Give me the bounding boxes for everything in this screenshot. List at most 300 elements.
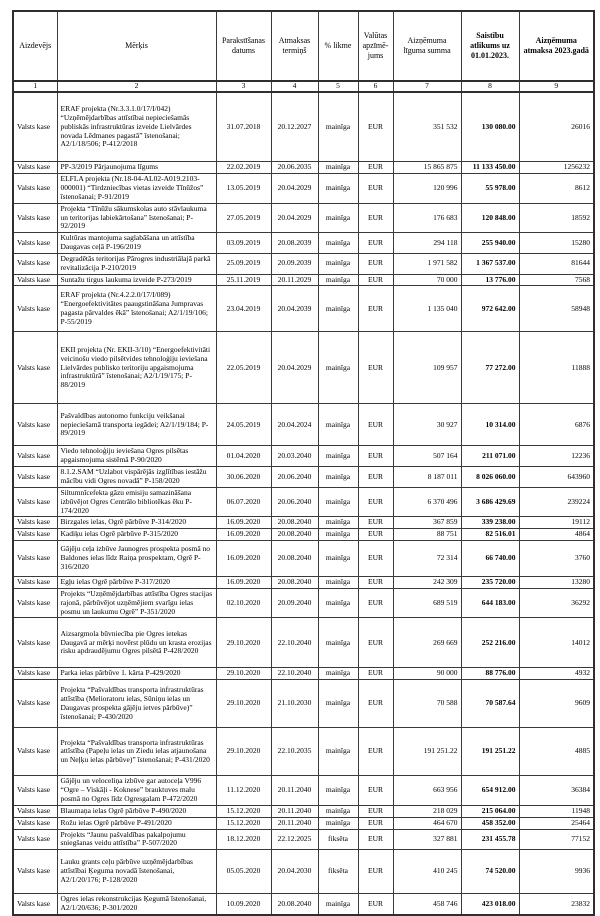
lender-cell: Valsts kase xyxy=(13,668,57,680)
table-row xyxy=(13,817,594,829)
table-row xyxy=(13,274,594,286)
lender-cell: Valsts kase xyxy=(13,174,57,204)
column-number-row xyxy=(13,81,594,92)
rate-cell: fiksēta xyxy=(318,829,358,850)
rate-cell: mainīga xyxy=(318,253,358,274)
repayment-cell: 12236 xyxy=(519,446,594,467)
rate-cell: mainīga xyxy=(318,233,358,254)
rate-cell: mainīga xyxy=(318,274,358,286)
due-date-cell: 20.09.2039 xyxy=(271,253,318,274)
column-number-3: 3 xyxy=(216,81,271,92)
rate-cell: mainīga xyxy=(318,817,358,829)
currency-cell: EUR xyxy=(358,233,393,254)
table-row xyxy=(13,829,594,850)
rate-cell: mainīga xyxy=(318,332,358,404)
repayment-cell: 36292 xyxy=(519,588,594,618)
column-header-7: Aizņēmuma līguma summa xyxy=(393,11,461,81)
rate-cell: mainīga xyxy=(318,805,358,817)
balance-cell: 55 978.00 xyxy=(461,174,519,204)
purpose-cell: Parka ielas pārbūve 1. kārta P-429/2020 xyxy=(57,668,216,680)
amount-cell: 1 971 582 xyxy=(393,253,461,274)
amount-cell: 88 751 xyxy=(393,529,461,541)
table-row xyxy=(13,529,594,541)
purpose-cell: Kultūras mantojuma saglabāšana un attīstība Daugavas ceļā P-196/2019 xyxy=(57,233,216,254)
table-row xyxy=(13,588,594,618)
balance-cell: 231 455.78 xyxy=(461,829,519,850)
lender-cell: Valsts kase xyxy=(13,618,57,668)
currency-cell: EUR xyxy=(358,577,393,589)
due-date-cell: 20.08.2039 xyxy=(271,233,318,254)
purpose-cell: Projekts “Jaunu pašvaldības pakalpojumu sniegšanas veidu attīstība” P-507/2020 xyxy=(57,829,216,850)
table-row xyxy=(13,446,594,467)
lender-cell: Valsts kase xyxy=(13,162,57,174)
due-date-cell: 20.11.2040 xyxy=(271,776,318,806)
rate-cell: mainīga xyxy=(318,776,358,806)
purpose-cell: Gājēju un veloceliņa izbūve gar autoceļa V996 “Ogre – Viskāļi - Koknese” brauktuves malu posmā no Ogres līdz Ogresgalam P-472/2020 xyxy=(57,776,216,806)
purpose-cell: Degradētās teritorijas Pārogres industriālajā parkā revitalizācija P-210/2019 xyxy=(57,253,216,274)
currency-cell: EUR xyxy=(358,529,393,541)
signing-date-cell: 05.05.2020 xyxy=(216,850,271,894)
balance-cell: 11 133 450.00 xyxy=(461,162,519,174)
signing-date-cell: 15.12.2020 xyxy=(216,817,271,829)
rate-cell: mainīga xyxy=(318,728,358,776)
due-date-cell: 20.03.2040 xyxy=(271,446,318,467)
currency-cell: EUR xyxy=(358,274,393,286)
amount-cell: 1 135 040 xyxy=(393,286,461,332)
balance-cell: 66 740.00 xyxy=(461,541,519,577)
due-date-cell: 20.08.2040 xyxy=(271,541,318,577)
due-date-cell: 20.04.2030 xyxy=(271,850,318,894)
repayment-cell: 36384 xyxy=(519,776,594,806)
rate-cell: fiksēta xyxy=(318,850,358,894)
amount-cell: 464 670 xyxy=(393,817,461,829)
signing-date-cell: 03.09.2019 xyxy=(216,233,271,254)
column-number-5: 5 xyxy=(318,81,358,92)
table-row xyxy=(13,174,594,204)
lender-cell: Valsts kase xyxy=(13,517,57,529)
balance-cell: 644 183.00 xyxy=(461,588,519,618)
due-date-cell: 20.06.2035 xyxy=(271,162,318,174)
purpose-cell: Suntažu tirgus laukuma izveide P-273/2019 xyxy=(57,274,216,286)
table-body xyxy=(13,92,594,915)
amount-cell: 109 957 xyxy=(393,332,461,404)
signing-date-cell: 25.11.2019 xyxy=(216,274,271,286)
lender-cell: Valsts kase xyxy=(13,446,57,467)
rate-cell: mainīga xyxy=(318,577,358,589)
lender-cell: Valsts kase xyxy=(13,817,57,829)
currency-cell: EUR xyxy=(358,850,393,894)
signing-date-cell: 29.10.2020 xyxy=(216,680,271,728)
signing-date-cell: 22.05.2019 xyxy=(216,332,271,404)
rate-cell: mainīga xyxy=(318,162,358,174)
due-date-cell: 20.11.2040 xyxy=(271,805,318,817)
table-header xyxy=(13,11,594,92)
currency-cell: EUR xyxy=(358,517,393,529)
table-row xyxy=(13,850,594,894)
lender-cell: Valsts kase xyxy=(13,805,57,817)
table-row xyxy=(13,332,594,404)
purpose-cell: Siltumnīcefekta gāzu emisiju samazināšana izbūvējot Ogres Centrālo bibliotēkas ēku P-174/2020 xyxy=(57,487,216,517)
currency-cell: EUR xyxy=(358,894,393,915)
signing-date-cell: 29.10.2020 xyxy=(216,618,271,668)
column-number-7: 7 xyxy=(393,81,461,92)
signing-date-cell: 15.12.2020 xyxy=(216,805,271,817)
purpose-cell: Rožu ielas Ogrē pārbūve P-491/2020 xyxy=(57,817,216,829)
repayment-cell: 11888 xyxy=(519,332,594,404)
currency-cell: EUR xyxy=(358,817,393,829)
currency-cell: EUR xyxy=(358,805,393,817)
purpose-cell: Blaumaņa ielas Ogrē pārbūve P-490/2020 xyxy=(57,805,216,817)
repayment-cell: 13280 xyxy=(519,577,594,589)
column-header-9: Aizņēmuma atmaksa 2023.gadā xyxy=(519,11,594,81)
table-row xyxy=(13,487,594,517)
purpose-cell: ERAF projekta (Nr.3.3.1.0/17/I/042) “Uzņēmējdarbības attīstībai nepieciešamās publiskās infrastruktūras izveide Lielvārdes novada Lēdmanes pagastā” īstenošanai; A2/1/18/506; P-412/2018 xyxy=(57,92,216,162)
amount-cell: 191 251.22 xyxy=(393,728,461,776)
purpose-cell: Kadiķu ielas Ogrē pārbūve P-315/2020 xyxy=(57,529,216,541)
amount-cell: 70 000 xyxy=(393,274,461,286)
amount-cell: 327 881 xyxy=(393,829,461,850)
signing-date-cell: 16.09.2020 xyxy=(216,541,271,577)
table-row xyxy=(13,233,594,254)
due-date-cell: 20.11.2040 xyxy=(271,817,318,829)
signing-date-cell: 16.09.2020 xyxy=(216,517,271,529)
table-row xyxy=(13,541,594,577)
currency-cell: EUR xyxy=(358,446,393,467)
currency-cell: EUR xyxy=(358,203,393,233)
due-date-cell: 20.04.2029 xyxy=(271,332,318,404)
balance-cell: 654 912.00 xyxy=(461,776,519,806)
table-row xyxy=(13,728,594,776)
signing-date-cell: 02.10.2020 xyxy=(216,588,271,618)
rate-cell: mainīga xyxy=(318,174,358,204)
currency-cell: EUR xyxy=(358,174,393,204)
rate-cell: mainīga xyxy=(318,680,358,728)
signing-date-cell: 13.05.2019 xyxy=(216,174,271,204)
balance-cell: 10 314.00 xyxy=(461,404,519,446)
purpose-cell: Projekts “Uzņēmējdarbības attīstība Ogres stacijas rajonā, pārbūvējot uzņēmējiem svarīgu ielas posmu un laukumu Ogrē” P-351/2020 xyxy=(57,588,216,618)
rate-cell: mainīga xyxy=(318,467,358,488)
balance-cell: 255 940.00 xyxy=(461,233,519,254)
purpose-cell: Lauku grants ceļu pārbūve uzņēmējdarbības attīstībai Ķeguma novadā īstenošanai, A2/1/20/176; P-128/2020 xyxy=(57,850,216,894)
lender-cell: Valsts kase xyxy=(13,253,57,274)
currency-cell: EUR xyxy=(358,467,393,488)
balance-cell: 130 080.00 xyxy=(461,92,519,162)
balance-cell: 120 848.00 xyxy=(461,203,519,233)
due-date-cell: 22.10.2040 xyxy=(271,668,318,680)
purpose-cell: Projekta “Pašvaldības transporta infrastruktūras attīstība (Melioratoru ielas, Sūniņu ielas un Daugavas prospekta gājēju ietves pārbūve)” īstenošanai; P-430/2020 xyxy=(57,680,216,728)
repayment-cell: 643960 xyxy=(519,467,594,488)
table-row xyxy=(13,253,594,274)
lender-cell: Valsts kase xyxy=(13,776,57,806)
repayment-cell: 18592 xyxy=(519,203,594,233)
signing-date-cell: 29.10.2020 xyxy=(216,728,271,776)
purpose-cell: EKII projekta (Nr. EKII-3/10) “Energoefektivitāti veicinošu viedo pilsētvides tehnoloģiju ieviešana Lielvārdes publisko teritoriju apgaismojuma infrastruktūrā” īstenošanai; A2/1/19/175; P-88/2019 xyxy=(57,332,216,404)
repayment-cell: 3760 xyxy=(519,541,594,577)
signing-date-cell: 24.05.2019 xyxy=(216,404,271,446)
amount-cell: 663 956 xyxy=(393,776,461,806)
currency-cell: EUR xyxy=(358,829,393,850)
purpose-cell: Egļu ielas Ogrē pārbūve P-317/2020 xyxy=(57,577,216,589)
purpose-cell: Projekta “Pašvaldības transporta infrastruktūras attīstība (Papeļu ielas un Ziedu ielas atjaunošana un Neļķu ielas pārbūve)” īstenošanai; P-431/2020 xyxy=(57,728,216,776)
repayment-cell: 4932 xyxy=(519,668,594,680)
amount-cell: 269 669 xyxy=(393,618,461,668)
balance-cell: 252 216.00 xyxy=(461,618,519,668)
table-row xyxy=(13,776,594,806)
currency-cell: EUR xyxy=(358,162,393,174)
currency-cell: EUR xyxy=(358,680,393,728)
column-number-2: 2 xyxy=(57,81,216,92)
amount-cell: 242 309 xyxy=(393,577,461,589)
due-date-cell: 20.04.2029 xyxy=(271,203,318,233)
balance-cell: 82 516.01 xyxy=(461,529,519,541)
due-date-cell: 20.04.2029 xyxy=(271,174,318,204)
signing-date-cell: 06.07.2020 xyxy=(216,487,271,517)
purpose-cell: Pašvaldības autonomo funkciju veikšanai nepieciešamā transporta iegādei; A2/1/19/184; P-89/2019 xyxy=(57,404,216,446)
column-number-8: 8 xyxy=(461,81,519,92)
lender-cell: Valsts kase xyxy=(13,404,57,446)
column-header-3: Parakstīšanas datums xyxy=(216,11,271,81)
rate-cell: mainīga xyxy=(318,487,358,517)
repayment-cell: 77152 xyxy=(519,829,594,850)
purpose-cell: PP-3/2019 Pārjaunojuma līgums xyxy=(57,162,216,174)
signing-date-cell: 10.09.2020 xyxy=(216,894,271,915)
rate-cell: mainīga xyxy=(318,286,358,332)
due-date-cell: 20.08.2040 xyxy=(271,894,318,915)
repayment-cell: 81644 xyxy=(519,253,594,274)
purpose-cell: Viedo tehnoloģiju ieviešana Ogres pilsētas apgaismojuma sistēmā P-90/2020 xyxy=(57,446,216,467)
signing-date-cell: 23.04.2019 xyxy=(216,286,271,332)
column-number-1: 1 xyxy=(13,81,57,92)
signing-date-cell: 25.09.2019 xyxy=(216,253,271,274)
repayment-cell: 239224 xyxy=(519,487,594,517)
balance-cell: 88 776.00 xyxy=(461,668,519,680)
due-date-cell: 22.12.2025 xyxy=(271,829,318,850)
rate-cell: mainīga xyxy=(318,446,358,467)
repayment-cell: 6876 xyxy=(519,404,594,446)
column-number-4: 4 xyxy=(271,81,318,92)
currency-cell: EUR xyxy=(358,286,393,332)
purpose-cell: Projekta “Tīnūžu sākumskolas auto stāvlaukuma un teritorijas labiekārtošana” īstenošanai; P-92/2019 xyxy=(57,203,216,233)
due-date-cell: 20.11.2029 xyxy=(271,274,318,286)
due-date-cell: 20.06.2040 xyxy=(271,487,318,517)
repayment-cell: 4864 xyxy=(519,529,594,541)
lender-cell: Valsts kase xyxy=(13,577,57,589)
signing-date-cell: 22.02.2019 xyxy=(216,162,271,174)
signing-date-cell: 16.09.2020 xyxy=(216,529,271,541)
rate-cell: mainīga xyxy=(318,92,358,162)
due-date-cell: 20.08.2040 xyxy=(271,529,318,541)
balance-cell: 339 238.00 xyxy=(461,517,519,529)
table-row xyxy=(13,162,594,174)
amount-cell: 6 370 496 xyxy=(393,487,461,517)
currency-cell: EUR xyxy=(358,668,393,680)
signing-date-cell: 30.06.2020 xyxy=(216,467,271,488)
column-header-2: Mērķis xyxy=(57,11,216,81)
signing-date-cell: 31.07.2018 xyxy=(216,92,271,162)
signing-date-cell: 01.04.2020 xyxy=(216,446,271,467)
purpose-cell: Gājēju ceļa izbūve Jaunogres prospekta posmā no Baldones ielas līdz Raiņa prospektam, Ogrē P-316/2020 xyxy=(57,541,216,577)
amount-cell: 90 000 xyxy=(393,668,461,680)
loans-table xyxy=(12,10,595,916)
currency-cell: EUR xyxy=(358,776,393,806)
signing-date-cell: 18.12.2020 xyxy=(216,829,271,850)
amount-cell: 351 532 xyxy=(393,92,461,162)
amount-cell: 410 245 xyxy=(393,850,461,894)
repayment-cell: 7568 xyxy=(519,274,594,286)
due-date-cell: 22.10.2040 xyxy=(271,618,318,668)
amount-cell: 30 927 xyxy=(393,404,461,446)
currency-cell: EUR xyxy=(358,92,393,162)
amount-cell: 120 996 xyxy=(393,174,461,204)
amount-cell: 689 519 xyxy=(393,588,461,618)
rate-cell: mainīga xyxy=(318,618,358,668)
due-date-cell: 21.10.2030 xyxy=(271,680,318,728)
lender-cell: Valsts kase xyxy=(13,850,57,894)
column-number-9: 9 xyxy=(519,81,594,92)
currency-cell: EUR xyxy=(358,332,393,404)
amount-cell: 367 859 xyxy=(393,517,461,529)
lender-cell: Valsts kase xyxy=(13,680,57,728)
due-date-cell: 20.09.2040 xyxy=(271,588,318,618)
lender-cell: Valsts kase xyxy=(13,541,57,577)
repayment-cell: 19112 xyxy=(519,517,594,529)
rate-cell: mainīga xyxy=(318,588,358,618)
column-header-5: % likme xyxy=(318,11,358,81)
lender-cell: Valsts kase xyxy=(13,467,57,488)
balance-cell: 972 642.00 xyxy=(461,286,519,332)
signing-date-cell: 11.12.2020 xyxy=(216,776,271,806)
table-row xyxy=(13,92,594,162)
lender-cell: Valsts kase xyxy=(13,529,57,541)
table-row xyxy=(13,668,594,680)
rate-cell: mainīga xyxy=(318,203,358,233)
amount-cell: 294 118 xyxy=(393,233,461,254)
due-date-cell: 20.08.2040 xyxy=(271,517,318,529)
rate-cell: mainīga xyxy=(318,668,358,680)
amount-cell: 72 314 xyxy=(393,541,461,577)
repayment-cell: 15280 xyxy=(519,233,594,254)
lender-cell: Valsts kase xyxy=(13,588,57,618)
column-header-8: Saistību atlikums uz 01.01.2023. xyxy=(461,11,519,81)
lender-cell: Valsts kase xyxy=(13,92,57,162)
column-header-4: Atmaksas termiņš xyxy=(271,11,318,81)
signing-date-cell: 27.05.2019 xyxy=(216,203,271,233)
purpose-cell: 8.1.2.SAM “Uzlabot vispārējās izglītības iestāžu mācību vidi Ogres novadā” P-158/2020 xyxy=(57,467,216,488)
rate-cell: mainīga xyxy=(318,541,358,577)
signing-date-cell: 29.10.2020 xyxy=(216,668,271,680)
balance-cell: 8 026 060.00 xyxy=(461,467,519,488)
purpose-cell: Birzgales ielas, Ogrē pārbūve P-314/2020 xyxy=(57,517,216,529)
table-row xyxy=(13,894,594,915)
rate-cell: mainīga xyxy=(318,894,358,915)
balance-cell: 215 064.00 xyxy=(461,805,519,817)
due-date-cell: 20.04.2024 xyxy=(271,404,318,446)
lender-cell: Valsts kase xyxy=(13,233,57,254)
currency-cell: EUR xyxy=(358,253,393,274)
amount-cell: 176 683 xyxy=(393,203,461,233)
repayment-cell: 25464 xyxy=(519,817,594,829)
repayment-cell: 23832 xyxy=(519,894,594,915)
lender-cell: Valsts kase xyxy=(13,487,57,517)
balance-cell: 458 352.00 xyxy=(461,817,519,829)
due-date-cell: 20.08.2040 xyxy=(271,577,318,589)
rate-cell: mainīga xyxy=(318,517,358,529)
balance-cell: 74 520.00 xyxy=(461,850,519,894)
balance-cell: 3 686 429.69 xyxy=(461,487,519,517)
lender-cell: Valsts kase xyxy=(13,894,57,915)
amount-cell: 507 164 xyxy=(393,446,461,467)
repayment-cell: 1256232 xyxy=(519,162,594,174)
lender-cell: Valsts kase xyxy=(13,203,57,233)
repayment-cell: 26016 xyxy=(519,92,594,162)
currency-cell: EUR xyxy=(358,487,393,517)
amount-cell: 218 029 xyxy=(393,805,461,817)
table-row xyxy=(13,203,594,233)
repayment-cell: 8612 xyxy=(519,174,594,204)
currency-cell: EUR xyxy=(358,404,393,446)
lender-cell: Valsts kase xyxy=(13,829,57,850)
repayment-cell: 4885 xyxy=(519,728,594,776)
repayment-cell: 11948 xyxy=(519,805,594,817)
repayment-cell: 9609 xyxy=(519,680,594,728)
lender-cell: Valsts kase xyxy=(13,332,57,404)
table-row xyxy=(13,517,594,529)
rate-cell: mainīga xyxy=(318,529,358,541)
amount-cell: 70 588 xyxy=(393,680,461,728)
purpose-cell: ELFLA projekta (Nr.18-04-AL02-A019.2103-000001) “Tirdzniecības vietas izveide Tīnūžos” īstenošanai; P-91/2019 xyxy=(57,174,216,204)
amount-cell: 8 187 011 xyxy=(393,467,461,488)
lender-cell: Valsts kase xyxy=(13,286,57,332)
balance-cell: 13 776.00 xyxy=(461,274,519,286)
table-row xyxy=(13,404,594,446)
currency-cell: EUR xyxy=(358,728,393,776)
repayment-cell: 58948 xyxy=(519,286,594,332)
table-row xyxy=(13,805,594,817)
lender-cell: Valsts kase xyxy=(13,728,57,776)
table-row xyxy=(13,618,594,668)
lender-cell: Valsts kase xyxy=(13,274,57,286)
column-header-6: Valūtas apzīmē-jums xyxy=(358,11,393,81)
purpose-cell: Aizsargmola būvniecība pie Ogres ietekas Daugavā ar mērķi novērst plūdu un krasta erozijas risku apdraudējumu Ogres pilsētā P-428/2020 xyxy=(57,618,216,668)
rate-cell: mainīga xyxy=(318,404,358,446)
due-date-cell: 22.10.2035 xyxy=(271,728,318,776)
due-date-cell: 20.06.2040 xyxy=(271,467,318,488)
signing-date-cell: 16.09.2020 xyxy=(216,577,271,589)
amount-cell: 15 865 875 xyxy=(393,162,461,174)
purpose-cell: ERAF projekta (Nr.4.2.2.0/17/I/089) “Energoefektivitātes paaugstināšana Jumpravas pagasta pārvaldes ēkā” īstenošanai; A2/1/19/106; P-55/2019 xyxy=(57,286,216,332)
table-row xyxy=(13,286,594,332)
table-row xyxy=(13,577,594,589)
purpose-cell: Ogres ielas rekonstrukcijas Ķegumā īstenošanai, A2/1/20/636; P-301/2020 xyxy=(57,894,216,915)
column-header-1: Aizdevējs xyxy=(13,11,57,81)
due-date-cell: 20.12.2027 xyxy=(271,92,318,162)
balance-cell: 1 367 537.00 xyxy=(461,253,519,274)
repayment-cell: 9936 xyxy=(519,850,594,894)
table-row xyxy=(13,467,594,488)
balance-cell: 235 720.00 xyxy=(461,577,519,589)
currency-cell: EUR xyxy=(358,588,393,618)
column-number-6: 6 xyxy=(358,81,393,92)
balance-cell: 77 272.00 xyxy=(461,332,519,404)
balance-cell: 423 018.00 xyxy=(461,894,519,915)
header-row xyxy=(13,11,594,81)
balance-cell: 70 587.64 xyxy=(461,680,519,728)
balance-cell: 211 071.00 xyxy=(461,446,519,467)
currency-cell: EUR xyxy=(358,541,393,577)
currency-cell: EUR xyxy=(358,618,393,668)
amount-cell: 458 746 xyxy=(393,894,461,915)
table-row xyxy=(13,680,594,728)
